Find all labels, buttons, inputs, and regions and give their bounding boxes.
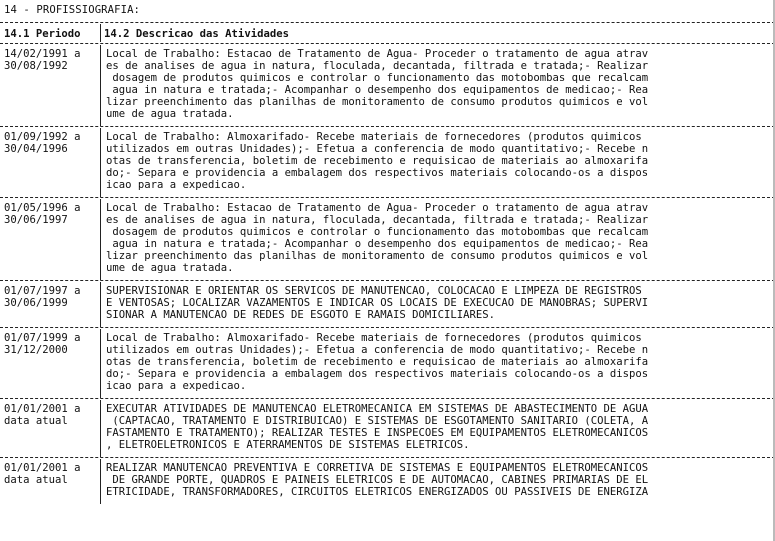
row-rule <box>0 197 775 198</box>
table-row <box>0 400 775 457</box>
row-description <box>106 403 770 451</box>
description-line: icao para a expedicao. <box>106 380 247 393</box>
row-period <box>4 332 96 356</box>
period-line: 30/06/1999 <box>4 297 68 310</box>
description-line: Local de Trabalho: Almoxarifado- Recebe materiais de fornecedores (produtos quimicos <box>106 131 642 143</box>
column-divider <box>100 329 101 398</box>
column-divider <box>100 45 101 126</box>
period-line: 14/02/1991 a <box>4 48 81 60</box>
table-row <box>0 459 775 504</box>
description-line: icao para a expedicao. <box>106 179 247 192</box>
row-period <box>4 403 96 427</box>
period-line: 01/01/2001 a <box>4 403 81 415</box>
row-period <box>4 48 96 72</box>
row-description <box>106 332 770 392</box>
description-line: FASTAMENTO E TRATAMENTO); REALIZAR TESTES E INSPECOES EM EQUIPAMENTOS ELETROMECANICOS <box>106 427 649 440</box>
table-header <box>0 26 775 42</box>
header-description: 14.2 Descricao das Atividades <box>104 28 289 40</box>
row-period <box>4 202 96 226</box>
description-line: utilizados em outras Unidades);- Efetua a conferencia de modo quantitativo;- Recebe n <box>106 344 649 357</box>
table-row <box>0 199 775 280</box>
description-line: DE GRANDE PORTE, QUADROS E PAINEIS ELETRICOS E DE AUTOMACAO, CABINES PRIMARIAS DE EL <box>106 474 649 487</box>
row-period <box>4 462 96 486</box>
description-line: do;- Separa e providencia a embalagem dos respectivos materiais colocando-os a dispos <box>106 368 649 381</box>
column-divider <box>100 400 101 457</box>
description-line: otas de transferencia, boletim de recebimento e requisicao de materiais ao almoxarifa <box>106 155 649 168</box>
description-line: ume de agua tratada. <box>106 108 234 121</box>
section-title: 14 - PROFISSIOGRAFIA: <box>4 4 141 16</box>
table-row <box>0 282 775 327</box>
description-line: do;- Separa e providencia a embalagem dos respectivos materiais colocando-os a dispos <box>106 167 649 180</box>
column-divider <box>100 128 101 197</box>
description-line: dosagem de produtos quimicos e controlar o funcionamento das motobombas que recalcam <box>106 72 649 85</box>
description-line: agua in natura e tratada;- Acompanhar o desempenho dos equipamentos de medicao;- Rea <box>106 238 649 251</box>
period-line: 01/07/1999 a <box>4 332 81 344</box>
description-line: REALIZAR MANUTENCAO PREVENTIVA E CORRETIVA DE SISTEMAS E EQUIPAMENTOS ELETROMECANICOS <box>106 462 649 474</box>
description-line: lizar preenchimento das planilhas de monitoramento de consumo produtos quimicos e vol <box>106 250 649 263</box>
row-description <box>106 462 770 498</box>
row-period <box>4 131 96 155</box>
period-line: 01/01/2001 a <box>4 462 81 474</box>
column-divider <box>100 282 101 327</box>
period-line: data atual <box>4 474 68 487</box>
period-line: 31/12/2000 <box>4 344 68 357</box>
description-line: Local de Trabalho: Estacao de Tratamento de Agua- Proceder o tratamento de agua atrav <box>106 202 649 214</box>
period-line: 30/04/1996 <box>4 143 68 156</box>
column-divider <box>100 199 101 280</box>
row-rule <box>0 457 775 458</box>
description-line: ETRICIDADE, TRANSFORMADORES, CIRCUITOS ELETRICOS ENERGIZADOS OU PASSIVEIS DE ENERGIZA <box>106 486 649 499</box>
description-line: es de analises de agua in natura, floculada, decantada, filtrada e tratada;- Realizar <box>106 60 649 73</box>
header-divider <box>100 24 101 42</box>
description-line: (CAPTACAO, TRATAMENTO E DISTRIBUICAO) E SISTEMAS DE ESGOTAMENTO SANITARIO (COLETA, A <box>106 415 649 428</box>
description-line: ume de agua tratada. <box>106 262 234 275</box>
description-line: SUPERVISIONAR E ORIENTAR OS SERVICOS DE MANUTENCAO, COLOCACAO E LIMPEZA DE REGISTROS <box>106 285 642 297</box>
table-row <box>0 45 775 126</box>
row-description <box>106 202 770 275</box>
description-line: lizar preenchimento das planilhas de monitoramento de consumo produtos quimicos e vol <box>106 96 649 109</box>
description-line: agua in natura e tratada;- Acompanhar o desempenho dos equipamentos de medicao;- Rea <box>106 84 649 97</box>
row-rule <box>0 398 775 399</box>
column-divider <box>100 459 101 504</box>
description-line: E VENTOSAS; LOCALIZAR VAZAMENTOS E INDICAR OS LOCAIS DE EXECUCAO DE MANOBRAS; SUPERVI <box>106 297 649 310</box>
period-line: 01/05/1996 a <box>4 202 81 214</box>
description-line: , ELETROELETRONICOS E ATERRAMENTOS DE SISTEMAS ELETRICOS. <box>106 439 470 452</box>
description-line: EXECUTAR ATIVIDADES DE MANUTENCAO ELETROMECANICA EM SISTEMAS DE ABASTECIMENTO DE AGUA <box>106 403 649 415</box>
row-rule <box>0 126 775 127</box>
description-line: otas de transferencia, boletim de recebimento e requisicao de materiais ao almoxarifa <box>106 356 649 369</box>
row-description <box>106 285 770 321</box>
header-rule <box>0 43 775 44</box>
period-line: data atual <box>4 415 68 428</box>
header-period: 14.1 Periodo <box>4 28 81 40</box>
description-line: Local de Trabalho: Almoxarifado- Recebe materiais de fornecedores (produtos quimicos <box>106 332 642 344</box>
description-line: dosagem de produtos quimicos e controlar o funcionamento das motobombas que recalcam <box>106 226 649 239</box>
description-line: utilizados em outras Unidades);- Efetua a conferencia de modo quantitativo;- Recebe n <box>106 143 649 156</box>
period-line: 01/07/1997 a <box>4 285 81 297</box>
row-rule <box>0 280 775 281</box>
description-line: es de analises de agua in natura, floculada, decantada, filtrada e tratada;- Realizar <box>106 214 649 227</box>
row-period <box>4 285 96 309</box>
period-line: 30/08/1992 <box>4 60 68 73</box>
row-description <box>106 48 770 121</box>
row-rule <box>0 327 775 328</box>
row-description <box>106 131 770 191</box>
table-row <box>0 329 775 398</box>
period-line: 01/09/1992 a <box>4 131 81 143</box>
period-line: 30/06/1997 <box>4 214 68 227</box>
table-row <box>0 128 775 197</box>
description-line: SIONAR A MANUTENCAO DE REDES DE ESGOTO E RAMAIS DOMICILIARES. <box>106 309 496 322</box>
description-line: Local de Trabalho: Estacao de Tratamento de Agua- Proceder o tratamento de agua atrav <box>106 48 649 60</box>
top-rule <box>0 22 775 23</box>
